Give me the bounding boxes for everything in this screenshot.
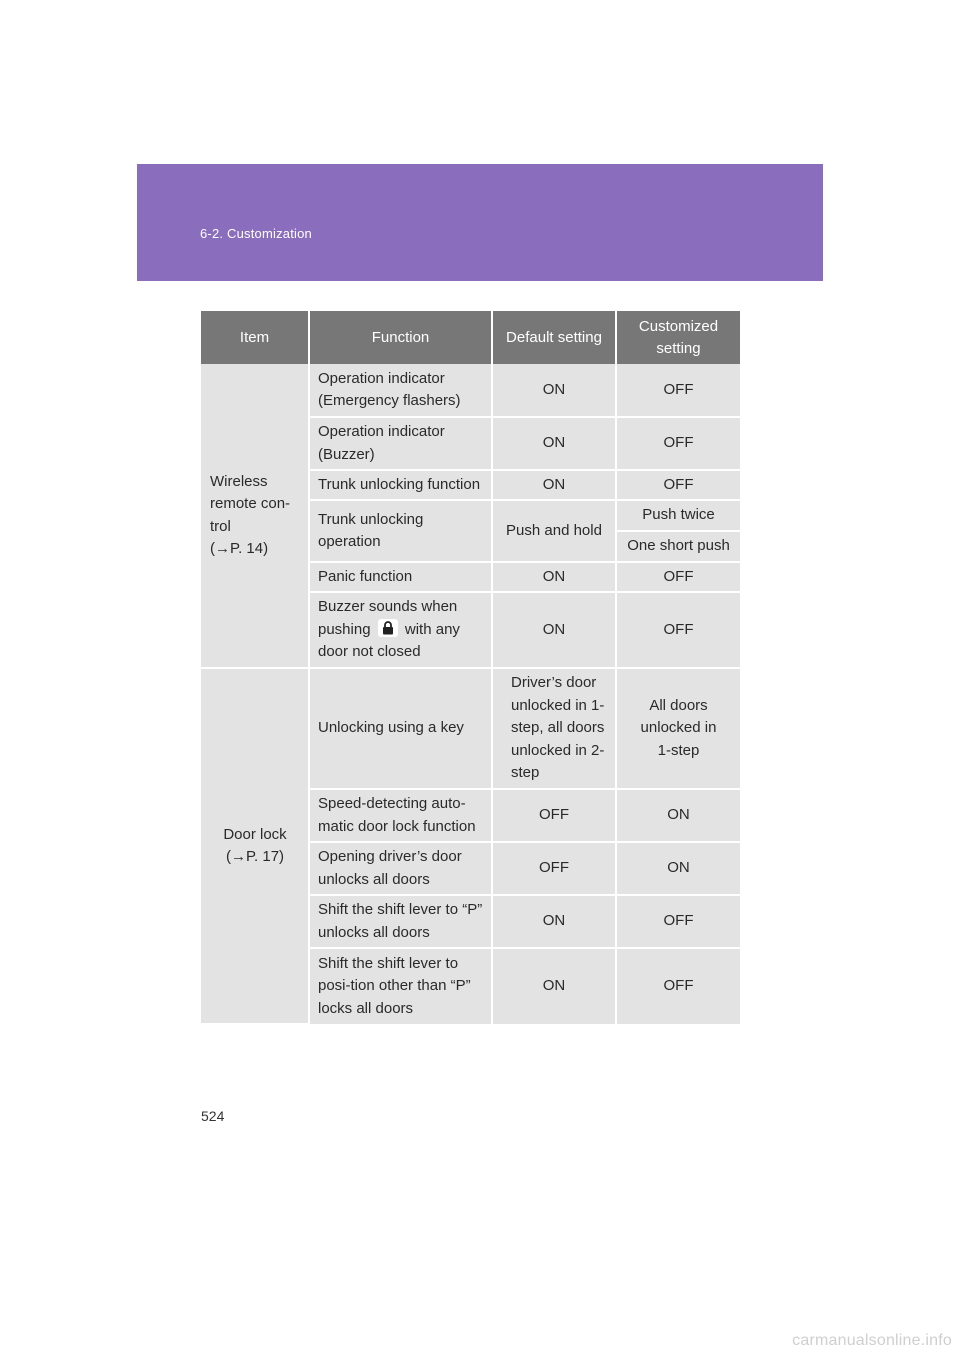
default-cell: ON: [492, 895, 616, 948]
column-header-customized-setting: Customized setting: [616, 311, 740, 364]
customized-cell: OFF: [616, 470, 740, 500]
customized-cell: OFF: [616, 562, 740, 592]
function-text-after-icon: with any door not closed: [318, 620, 460, 661]
default-cell: ON: [492, 592, 616, 668]
item-line: (→P. 14): [210, 540, 269, 557]
default-cell: ON: [492, 364, 616, 417]
customized-cell: OFF: [616, 592, 740, 668]
customized-cell: OFF: [616, 417, 740, 470]
function-cell: Trunk unlocking operation: [309, 500, 492, 562]
item-cell-door-lock: [201, 668, 309, 1024]
table-row: [201, 668, 740, 789]
item-line: (→P. 17): [225, 848, 285, 865]
function-cell: Opening driver’s door unlocks all doors: [309, 842, 492, 895]
customized-cell: OFF: [616, 364, 740, 417]
customized-cell: OFF: [616, 895, 740, 948]
column-header-function: Function: [309, 311, 492, 364]
customized-cell: OFF: [616, 948, 740, 1024]
default-cell: OFF: [492, 842, 616, 895]
function-cell: Shift the shift lever to posi-tion other than “P” locks all doors: [309, 948, 492, 1024]
page-number: 524: [201, 1108, 225, 1124]
default-cell: ON: [492, 470, 616, 500]
lock-icon: [378, 619, 398, 637]
function-cell: Panic function: [309, 562, 492, 592]
default-cell: ON: [492, 562, 616, 592]
function-cell: Operation indicator (Emergency flashers): [309, 364, 492, 417]
function-cell: Speed-detecting auto-matic door lock function: [309, 789, 492, 842]
customized-cell: One short push: [616, 531, 740, 562]
table-header-row: [201, 311, 740, 364]
function-text-before-icon: Buzzer sounds when pushing: [318, 598, 458, 638]
section-title: 6-2. Customization: [200, 226, 312, 241]
customized-cell: All doors unlocked in 1-step: [616, 668, 740, 789]
customized-cell: ON: [616, 789, 740, 842]
function-cell: Trunk unlocking function: [309, 470, 492, 500]
item-line: Wireless: [210, 472, 268, 490]
function-cell: [309, 592, 492, 668]
customized-cell: Push twice: [616, 500, 740, 531]
item-cell-wireless-remote: [201, 364, 309, 668]
section-header-band: [137, 164, 823, 281]
item-line: remote con-: [210, 495, 291, 512]
default-cell: Push and hold: [492, 500, 616, 562]
item-line: trol: [210, 517, 231, 535]
table-row: [201, 364, 740, 417]
column-header-item: Item: [201, 311, 309, 364]
function-cell: Unlocking using a key: [309, 668, 492, 789]
item-line: Door lock: [223, 825, 287, 843]
column-header-default-setting: Default setting: [492, 311, 616, 364]
default-cell: ON: [492, 948, 616, 1024]
watermark: carmanualsonline.info: [792, 1332, 952, 1349]
function-cell: Shift the shift lever to “P” unlocks all doors: [309, 895, 492, 948]
default-cell: OFF: [492, 789, 616, 842]
customized-cell: ON: [616, 842, 740, 895]
default-cell: ON: [492, 417, 616, 470]
customization-table: [201, 311, 740, 1025]
default-cell: Driver’s door unlocked in 1-step, all doors unlocked in 2-step: [492, 668, 616, 789]
function-cell: Operation indicator (Buzzer): [309, 417, 492, 470]
